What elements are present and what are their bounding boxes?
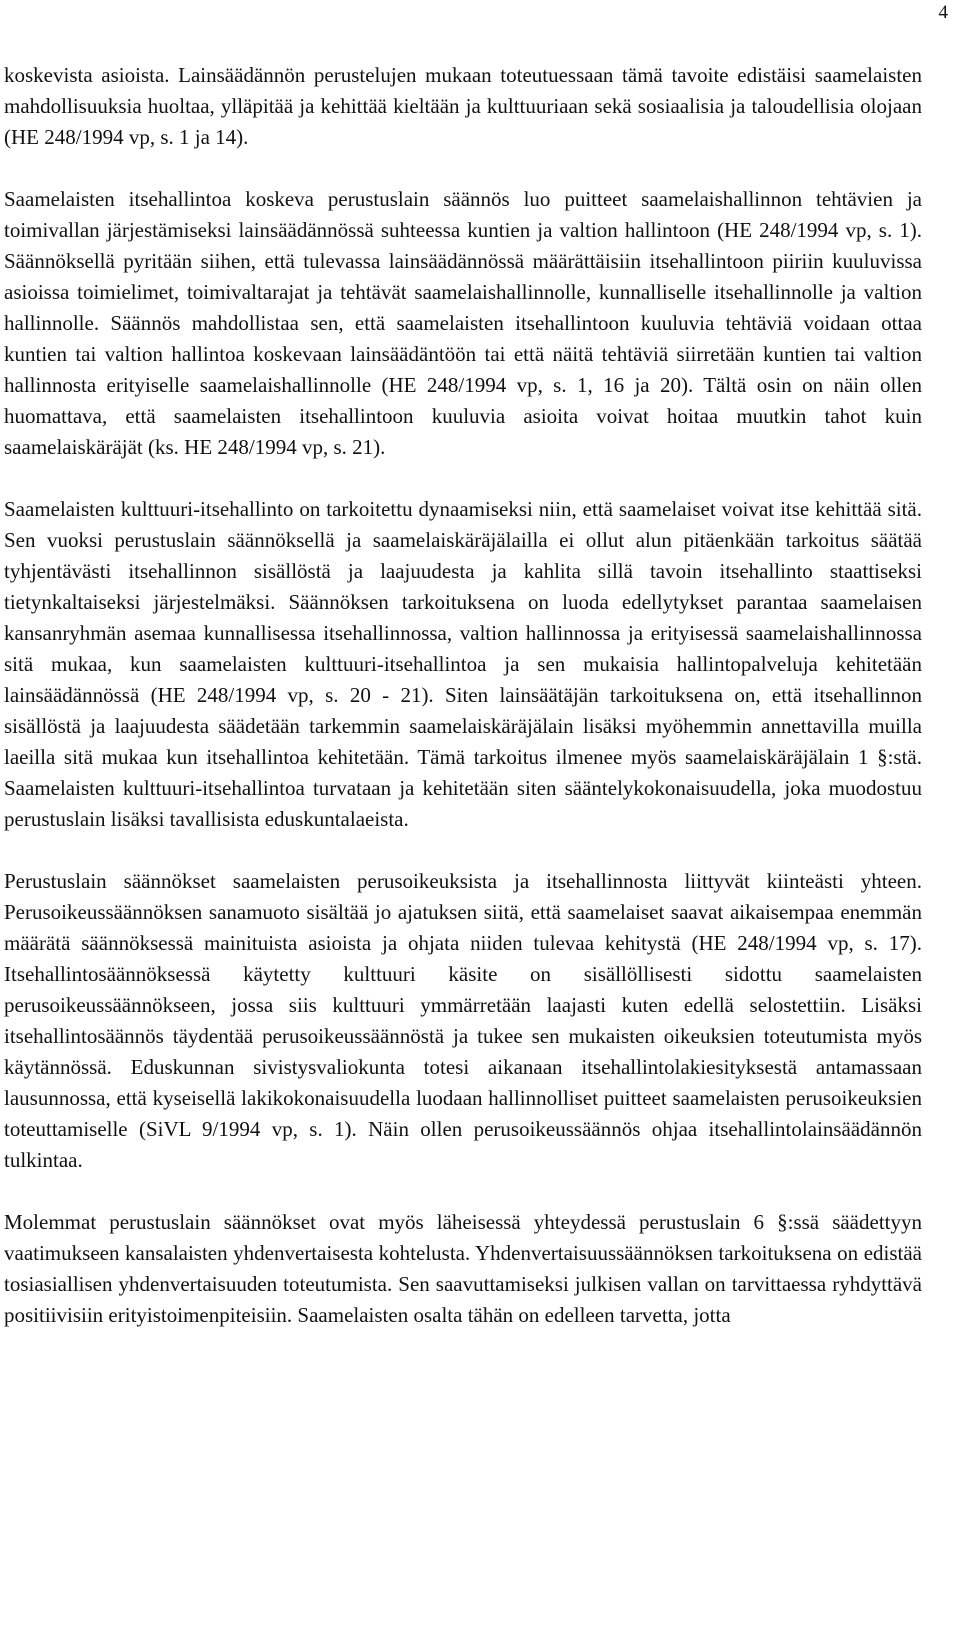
paragraph-3: Saamelaisten kulttuuri-itsehallinto on tarkoitettu dynaamiseksi niin, että saamelaiset voivat itse kehittää sitä. Sen vuoksi perustuslain säännöksellä ja saamelaiskäräjälailla ei ollut alun pitäenkään tarkoitus säätää tyhjentävästi itsehallinnon sisällöstä ja laajuudesta ja kahlita sillä tavoin itsehallinto staattiseksi tietynkaltaiseksi järjestelmäksi. Säännöksen tarkoituksena on luoda edellytykset parantaa saamelaisen kansanryhmän asemaa kunnallisessa itsehallinnossa, valtion hallinnossa ja erityisessä saamelaishallinnossa sitä mukaa, kun saamelaisten kulttuuri-itsehallintoa ja sen mukaisia hallintopalveluja kehitetään lainsäädännössä (HE 248/1994 vp, s. 20 - 21). Siten lainsäätäjän tarkoituksena on, että itsehallinnon sisällöstä ja laajuudesta säädetään tarkemmin saamelaiskäräjälain lisäksi myöhemmin annettavilla muilla laeilla sitä mukaa kun itsehallintoa kehitetään. Tämä tarkoitus ilmenee myös saamelaiskäräjälain 1 §:stä. Saamelaisten kulttuuri-itsehallintoa turvataan ja kehitetään siten sääntelykokonaisuudella, joka muodostuu perustuslain lisäksi tavallisista eduskuntalaeista. <box>4 497 922 831</box>
page-number: 4 <box>938 2 948 23</box>
paragraph-1: koskevista asioista. Lainsäädännön perustelujen mukaan toteutuessaan tämä tavoite edistäisi saamelaisten mahdollisuuksia huoltaa, ylläpitää ja kehittää kieltään ja kulttuuriaan sekä sosiaalisia ja taloudellisia olojaan (HE 248/1994 vp, s. 1 ja 14). <box>4 63 922 149</box>
paragraph-5: Molemmat perustuslain säännökset ovat myös läheisessä yhteydessä perustuslain 6 §:ssä säädettyyn vaatimukseen kansalaisten yhdenvertaisesta kohtelusta. Yhdenvertaisuussäännöksen tarkoituksena on edistää tosiasiallisen yhdenvertaisuuden toteutumista. Sen saavuttamiseksi julkisen vallan on tarvittaessa ryhdyttävä positiivisiin erityistoimenpiteisiin. Saamelaisten osalta tähän on edelleen tarvetta, jotta <box>4 1210 922 1327</box>
paragraph-2: Saamelaisten itsehallintoa koskeva perustuslain säännös luo puitteet saamelaishallinnon tehtävien ja toimivallan järjestämiseksi lainsäädännössä suhteessa kuntien ja valtion hallintoon (HE 248/1994 vp, s. 1). Säännöksellä pyritään siihen, että tulevassa lainsäädännössä määrättäisiin itsehallintoon piiriin kuuluvissa asioissa toimielimet, toimivaltarajat ja tehtävät saamelaishallinnolle, kunnalliselle itsehallinnolle ja valtion hallinnolle. Säännös mahdollistaa sen, että saamelaisten itsehallintoon kuuluvia tehtäviä voidaan ottaa kuntien tai valtion hallintoa koskevaan lainsäädäntöön tai että näitä tehtäviä siirretään kuntien tai valtion hallinnosta erityiselle saamelaishallinnolle (HE 248/1994 vp, s. 1, 16 ja 20). Tältä osin on näin ollen huomattava, että saamelaisten itsehallintoon kuuluvia asioita voivat hoitaa muutkin tahot kuin saamelaiskäräjät (ks. HE 248/1994 vp, s. 21). <box>4 187 922 459</box>
paragraph-4: Perustuslain säännökset saamelaisten perusoikeuksista ja itsehallinnosta liittyvät kiinteästi yhteen. Perusoikeussäännöksen sanamuoto sisältää jo ajatuksen siitä, että saamelaiset saavat aikaisempaa enemmän määrätä säännöksessä mainituista asioista ja ohjata niiden tulevaa kehitystä (HE 248/1994 vp, s. 17). Itsehallintosäännöksessä käytetty kulttuuri käsite on sisällöllisesti sidottu saamelaisten perusoikeussäännökseen, jossa siis kulttuuri ymmärretään laajasti kuten edellä selostettiin. Lisäksi itsehallintosäännös täydentää perusoikeussäännöstä ja tukee sen mukaisten oikeuksien toteutumista myös käytännössä. Eduskunnan sivistysvaliokunta totesi aikanaan itsehallintolakiesityksestä antamassaan lausunnossa, että kyseisellä lakikokonaisuudella luodaan hallinnolliset puitteet saamelaisten perusoikeuksien toteuttamiselle (SiVL 9/1994 vp, s. 1). Näin ollen perusoikeussäännös ohjaa itsehallintolainsäädännön tulkintaa. <box>4 869 922 1172</box>
document-body <box>4 60 922 1331</box>
